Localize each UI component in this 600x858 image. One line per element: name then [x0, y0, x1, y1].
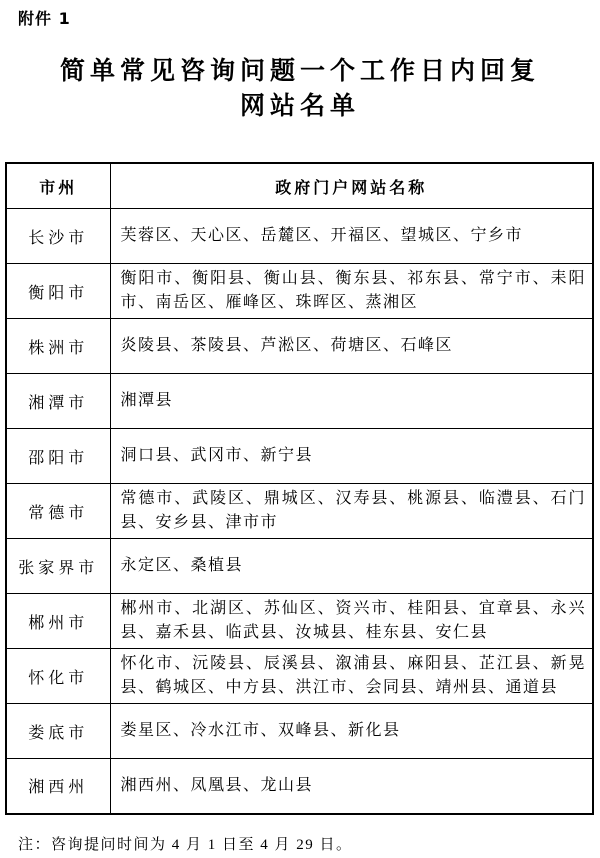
table-row: [6, 319, 593, 374]
footnote: 注：咨询提问时间为 4 月 1 日至 4 月 29 日。: [18, 837, 353, 853]
table-row: [6, 704, 593, 759]
table-body: [6, 209, 593, 814]
table-row: [6, 594, 593, 649]
sites-cell: 湘潭县: [110, 374, 593, 429]
table-header-row: [6, 163, 593, 209]
table-row: [6, 484, 593, 539]
sites-cell: 常德市、武陵区、鼎城区、汉寿县、桃源县、临澧县、石门县、安乡县、津市市: [110, 484, 593, 539]
table-row: [6, 649, 593, 704]
region-cell: 长沙市: [6, 209, 110, 264]
sites-cell: 洞口县、武冈市、新宁县: [110, 429, 593, 484]
region-cell: 邵阳市: [6, 429, 110, 484]
title-line-2: 网站名单: [239, 93, 360, 120]
sites-cell: 湘西州、凤凰县、龙山县: [110, 759, 593, 814]
title-line-1: 简单常见咨询问题一个工作日内回复: [59, 58, 540, 85]
region-cell: 湘潭市: [6, 374, 110, 429]
region-cell: 株洲市: [6, 319, 110, 374]
sites-cell: 怀化市、沅陵县、辰溪县、溆浦县、麻阳县、芷江县、新晃县、鹤城区、中方县、洪江市、会同县、靖州县、通道县: [110, 649, 593, 704]
table-row: [6, 209, 593, 264]
sites-cell: 衡阳市、衡阳县、衡山县、衡东县、祁东县、常宁市、耒阳市、南岳区、雁峰区、珠晖区、蒸湘区: [110, 264, 593, 319]
website-list-table: [5, 162, 594, 815]
region-cell: 娄底市: [6, 704, 110, 759]
sites-cell: 芙蓉区、天心区、岳麓区、开福区、望城区、宁乡市: [110, 209, 593, 264]
region-cell: 张家界市: [6, 539, 110, 594]
page-title: [0, 54, 600, 124]
table-row: [6, 374, 593, 429]
sites-cell: 郴州市、北湖区、苏仙区、资兴市、桂阳县、宜章县、永兴县、嘉禾县、临武县、汝城县、桂东县、安仁县: [110, 594, 593, 649]
region-cell: 郴州市: [6, 594, 110, 649]
sites-cell: 永定区、桑植县: [110, 539, 593, 594]
table-row: [6, 539, 593, 594]
region-cell: 衡阳市: [6, 264, 110, 319]
column-header-region: 市州: [6, 163, 110, 209]
sites-cell: 娄星区、冷水江市、双峰县、新化县: [110, 704, 593, 759]
table-row: [6, 264, 593, 319]
region-cell: 湘西州: [6, 759, 110, 814]
region-cell: 怀化市: [6, 649, 110, 704]
table-row: [6, 759, 593, 814]
region-cell: 常德市: [6, 484, 110, 539]
table-row: [6, 429, 593, 484]
attachment-label: 附件 1: [18, 9, 71, 28]
sites-cell: 炎陵县、茶陵县、芦淞区、荷塘区、石峰区: [110, 319, 593, 374]
column-header-sites: 政府门户网站名称: [110, 163, 593, 209]
